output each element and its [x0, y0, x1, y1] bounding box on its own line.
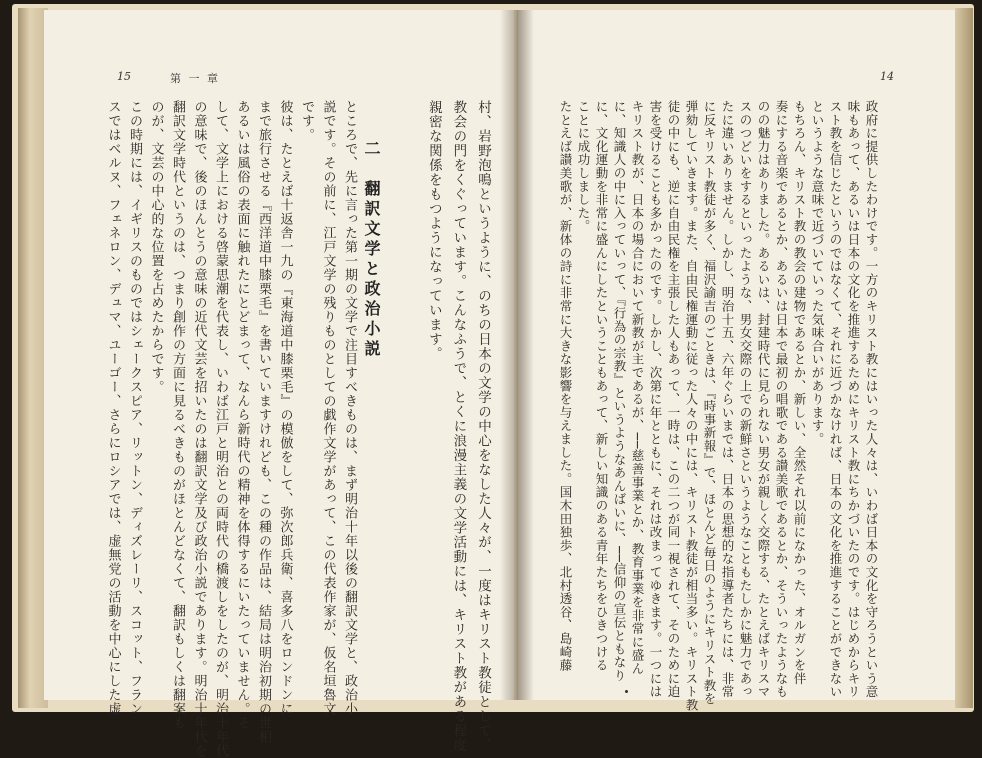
- text-line: スのつどいをするといったような、男女交際の上での新鮮さというようなこともたしかに魅力であっ: [738, 100, 753, 699]
- page-mark: [625, 690, 628, 693]
- text-line: です。: [299, 100, 314, 142]
- text-line: ところで、先に言った第一期の文学で注目すべきものは、まず明治十年以後の翻訳文学と、政治小: [342, 100, 357, 716]
- book-gutter: [500, 10, 534, 700]
- text-line: この時期には、イギリスのものではシェークスピア、リットン、ディズレーリ、スコット、フラン: [127, 100, 142, 716]
- text-line: まで旅行させる『西洋道中膝栗毛』を書いていますけれども、この種の作品は、結局は明治初期の世相: [256, 100, 271, 744]
- text-line: のの魅力はありました。あるいは、封建時代に見られない男女が親しく交際する、たとえばキリスマ: [756, 100, 771, 699]
- text-line: 奏にする音楽であるとか、あるいは日本で最初の唱歌である讃美歌であるとか、そういったようなも: [774, 100, 789, 699]
- text-line: のが、文芸の中心的な位置を占めたからです。: [148, 100, 164, 394]
- text-line: というような意味で近づいていった気味合いがあります。: [810, 100, 825, 446]
- right-page-edges: [955, 8, 973, 708]
- text-line: 教会の門をくぐっています。こんなふうで、とくに浪漫主義の文学活動には、キリスト教がある程度: [450, 100, 467, 753]
- text-line: 説です。その前に、江戸文学の残りものとしての戯作文学があって、この代表作家が、仮名垣魯文: [320, 100, 336, 716]
- text-line: ことに成功しました。: [576, 100, 591, 233]
- left-page-number: 15: [117, 70, 131, 83]
- text-line: に、文化運動を非常に盛んにしたということもあって、新しい知識のある青年たちをひきつける: [594, 100, 609, 672]
- right-page-number: 14: [880, 70, 894, 83]
- text-line: あるいは風俗の表面に触れたにとどまって、なんら新時代の精神を体得するにいたっていません。そ: [234, 100, 250, 730]
- text-line: スではベルヌ、フェネロン、デュマ、ユーゴー、さらにロシアでは、虚無党の活動を中心にした虚: [105, 100, 121, 716]
- text-line: 味もあって、あるいは日本の文化を推進するためにキリスト教にちかづいたのです。はじめからキリ: [846, 100, 861, 699]
- left-page-body: [105, 100, 360, 758]
- text-line: 害を受けることも多かったのです。しかし、次第に年とともに、それは改まってゆきます。一つには: [648, 100, 663, 699]
- text-line: 翻訳文学時代というのは、つまり創作の方面に見るべきものがほとんどなくて、翻訳もしくは翻案も: [170, 100, 185, 730]
- text-line: たとえば讃美歌が、新体の詩に非常に大きな影響を与えました。国木田独歩、北村透谷、島崎藤: [558, 100, 573, 672]
- text-line: に反キリスト教徒が多く、福沢諭吉のごときは、『時事新報』で、ほとんど毎日のようにキリスト教を: [702, 100, 717, 706]
- text-line: 村、岩野泡鳴というように、のちの日本の文学の中心をなした人々が、一度はキリスト教徒として、: [475, 100, 491, 753]
- left-page-top-paragraph: [415, 100, 495, 753]
- text-line: スト教を信じたというのではなくて、それに近づかなければ、日本の文化を推進することができない: [828, 100, 843, 699]
- text-line: 徒の中にも、逆に自由民権を主張した人もあって、一時は、この二つが同一視されて、そのために迫: [666, 100, 681, 699]
- text-line: もちろん、キリスト教の教会の建物であるとか、新しい、全然それ以前になかった、オルガンを伴: [792, 100, 807, 686]
- text-line: して、文学上における啓蒙思潮を代表し、いわば江戸と明治との両時代の橋渡しをしたのが、明治十年代: [213, 100, 228, 758]
- text-line: 彼は、たとえば十返舎一九の『東海道中膝栗毛』の模倣をして、弥次郎兵衛、喜多八をロンドンに: [277, 100, 293, 716]
- text-line: の意味で、後のほんとうの意味の近代文芸を招いたのは翻訳文学及び政治小説であります。明治十年代を: [191, 100, 207, 758]
- section-title: 二 翻訳文学と政治小説: [362, 140, 381, 360]
- text-line: 政府に提供したわけです。一方のキリスト教にはいった人々は、いわば日本の文化を守ろうという意: [864, 100, 879, 699]
- text-line: 弾劾していきます。また、自由民権運動に従った人々の中には、キリスト教徒が相当多い。キリスト教: [684, 100, 699, 712]
- text-line: 親密な関係をもつようになっています。: [425, 100, 442, 361]
- text-line: に、知識人の中に入っていって、『行為の宗教』というようなあんばいに、──信仰の宣伝ともなり: [612, 100, 627, 683]
- right-page-body: [555, 100, 880, 712]
- left-running-head: 第 一 章: [170, 72, 220, 85]
- text-line: キリスト教が、日本の場合において新教が主であるが、──慈善事業とか、教育事業を非常に盛ん: [630, 100, 645, 676]
- text-line: たに違いありません。しかし、明治十五、六年ぐらいまでは、日本の思想的な指導者たちには、非常: [720, 100, 735, 699]
